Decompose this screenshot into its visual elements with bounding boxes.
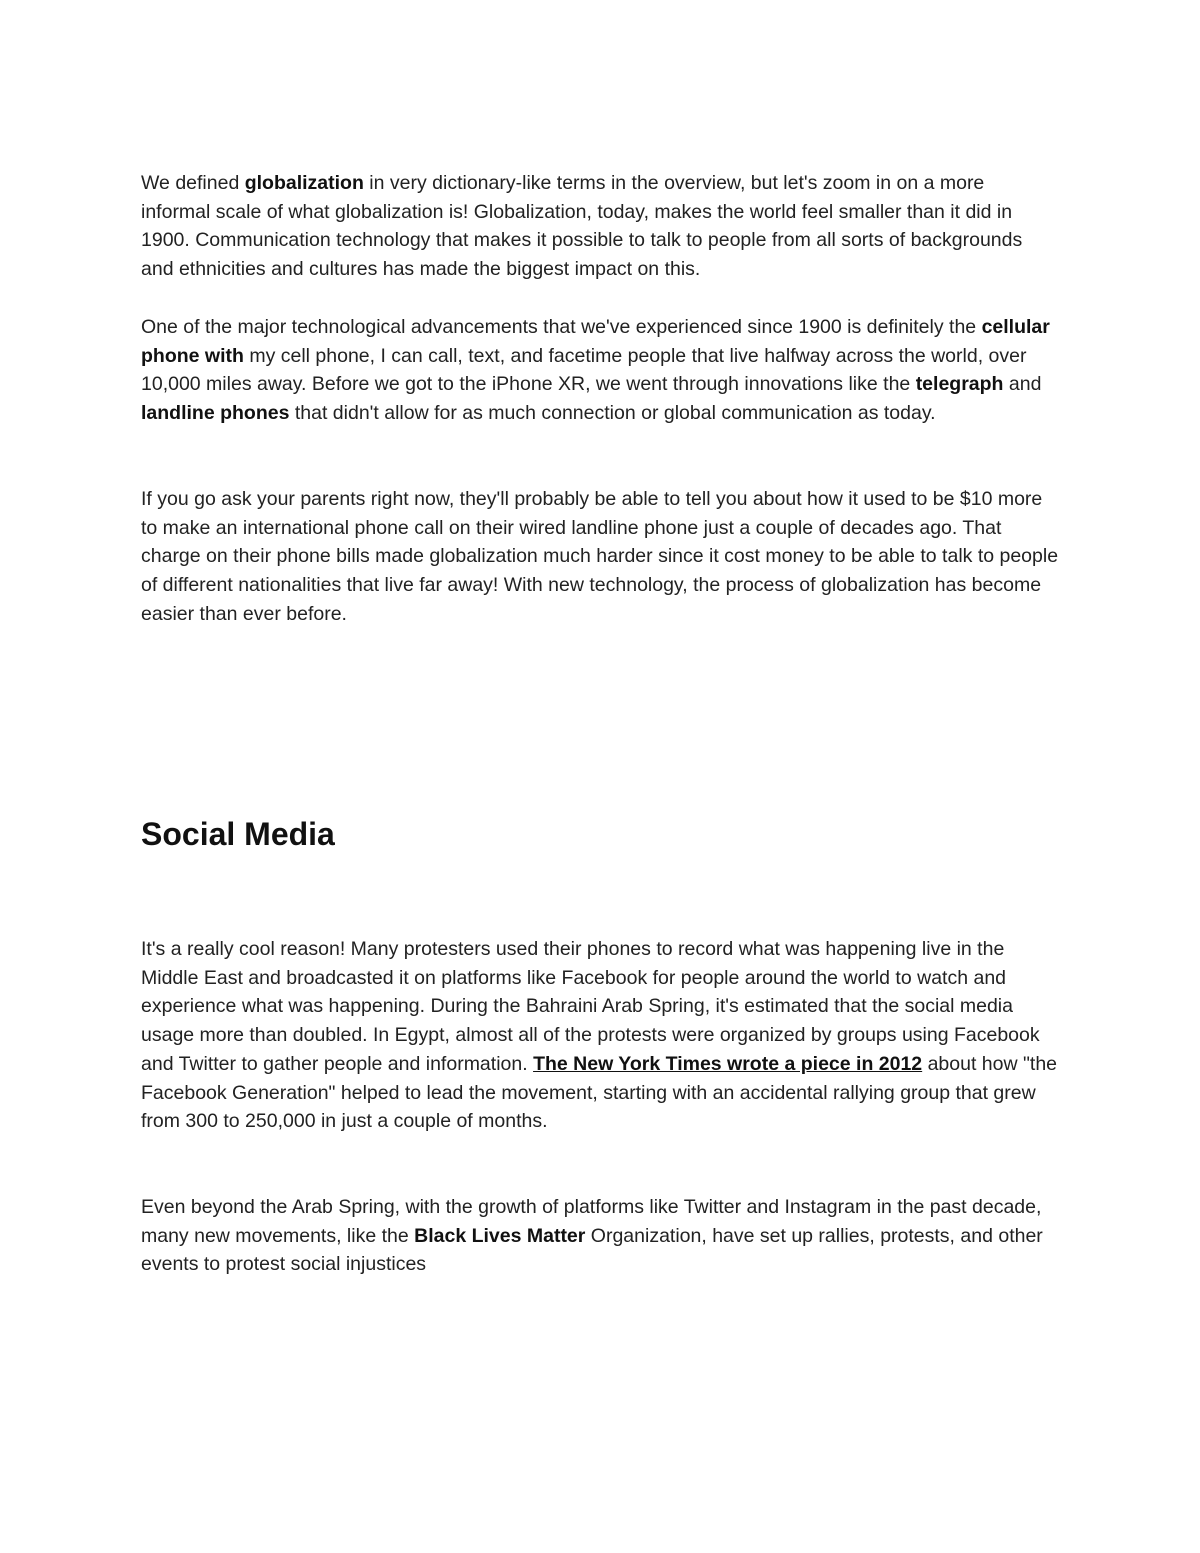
nyt-article-link[interactable]: The New York Times wrote a piece in 2012	[533, 1052, 923, 1075]
text-run: about how "the Facebook Generation" helped to lead the movement, starting with an accidental rallying group that grew from 300 to 250,000 in just a couple of months.	[141, 1052, 1058, 1133]
paragraph-movements	[141, 1193, 1059, 1279]
bold-term-landline-phones: landline phones	[141, 402, 290, 425]
text-run: One of the major technological advancements that we've experienced since 1900 is definitely the	[141, 316, 982, 338]
bold-term-telegraph: telegraph	[915, 373, 1004, 396]
section-heading-social-media: Social Media	[141, 816, 335, 852]
bold-term-black-lives-matter: Black Lives Matter	[414, 1224, 586, 1247]
text-run: Organization, have set up rallies, protests, and other events to protest social injustices	[141, 1224, 1043, 1276]
text-run: Even beyond the Arab Spring, with the growth of platforms like Twitter and Instagram in the past decade, many new movements, like the	[141, 1196, 1042, 1247]
paragraph-phone-costs	[141, 485, 1059, 629]
paragraph-cellular-phone	[141, 313, 1059, 428]
text-run: and	[1003, 373, 1042, 396]
text-run: in very dictionary-like terms in the overview, but let's zoom in on a more informal scale of what globalization is! Globalization, today, makes the world feel smaller than it did in 1900. Communication technology that makes it possible to talk to people from all sorts of backgrounds and ethnicities and cultures has made the biggest impact on this.	[141, 172, 1023, 281]
text-run: that didn't allow for as much connection or global communication as today.	[289, 402, 936, 425]
text-run: It's a really cool reason! Many protesters used their phones to record what was happening live in the Middle East and broadcasted it on platforms like Facebook for people around the world to watch and experience what was happening. During the Bahraini Arab Spring, it's estimated that the social media usage more than doubled. In Egypt, almost all of the protests were organized by groups using Facebook and Twitter to gather people and information.	[141, 938, 1040, 1075]
text-run: If you go ask your parents right now, they'll probably be able to tell you about how it used to be $10 more to make an international phone call on their wired landline phone just a couple of decades ago. That charge on their phone bills made globalization much harder since it cost money to be able to talk to people of different nationalities that live far away! With new technology, the process of globalization has become easier than ever before.	[141, 488, 1059, 625]
bold-term-globalization: globalization	[244, 172, 364, 194]
paragraph-arab-spring	[141, 935, 1059, 1136]
text-run: We defined	[141, 172, 245, 194]
text-run: my cell phone, I can call, text, and facetime people that live halfway across the world, over 10,000 miles away. Before we got to the iPhone XR, we went through innovations like the	[141, 344, 1027, 396]
bold-term-cellular-phone: cellular phone with	[141, 316, 1050, 367]
paragraph-globalization-definition	[141, 169, 1059, 284]
